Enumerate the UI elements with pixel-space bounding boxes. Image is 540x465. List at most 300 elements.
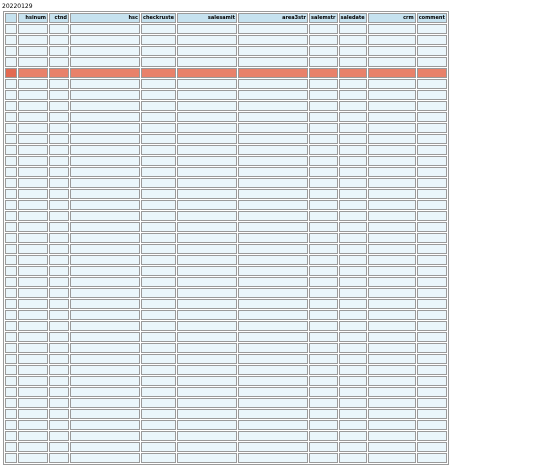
cell-hsc [70,57,140,67]
cell-crm [368,420,416,430]
cell-comment [417,365,447,375]
cell-checkruste [141,321,176,331]
table-row[interactable] [5,156,447,166]
cell-area3str [238,288,308,298]
table-row[interactable] [5,321,447,331]
table-row[interactable] [5,57,447,67]
cell-checkruste [141,299,176,309]
table-row[interactable] [5,376,447,386]
cell-salesamit [177,189,237,199]
cell-area3str [238,431,308,441]
row-number-cell [5,46,17,56]
cell-hsc [70,277,140,287]
column-header-rownum[interactable] [5,13,17,23]
table-row[interactable] [5,266,447,276]
cell-salesamit [177,167,237,177]
cell-salemstr [309,101,338,111]
cell-saledate [339,145,367,155]
cell-salesamit [177,112,237,122]
cell-salesamit [177,354,237,364]
cell-area3str [238,321,308,331]
cell-comment [417,79,447,89]
table-row[interactable] [5,332,447,342]
row-number-cell [5,376,17,386]
cell-ctnd [49,156,69,166]
cell-ctnd [49,310,69,320]
table-row[interactable] [5,222,447,232]
cell-salesamit [177,299,237,309]
cell-crm [368,244,416,254]
cell-checkruste [141,156,176,166]
cell-comment [417,321,447,331]
cell-saledate [339,442,367,452]
cell-salemstr [309,365,338,375]
cell-hsinum [18,211,48,221]
cell-saledate [339,156,367,166]
cell-crm [368,134,416,144]
cell-salemstr [309,321,338,331]
cell-crm [368,266,416,276]
cell-hsinum [18,255,48,265]
column-header-crm[interactable]: crm [368,13,416,23]
cell-saledate [339,211,367,221]
table-row[interactable] [5,178,447,188]
cell-checkruste [141,46,176,56]
table-row[interactable] [5,123,447,133]
row-number-cell [5,200,17,210]
cell-saledate [339,365,367,375]
cell-hsc [70,453,140,463]
cell-hsinum [18,299,48,309]
cell-salesamit [177,178,237,188]
cell-hsc [70,123,140,133]
table-row[interactable] [5,101,447,111]
cell-hsinum [18,266,48,276]
cell-comment [417,277,447,287]
row-number-cell [5,453,17,463]
cell-salemstr [309,211,338,221]
cell-salemstr [309,266,338,276]
cell-comment [417,145,447,155]
cell-hsinum [18,46,48,56]
cell-hsinum [18,442,48,452]
cell-salemstr [309,244,338,254]
cell-comment [417,420,447,430]
cell-saledate [339,24,367,34]
table-row[interactable] [5,244,447,254]
cell-checkruste [141,288,176,298]
cell-saledate [339,134,367,144]
cell-saledate [339,57,367,67]
cell-saledate [339,354,367,364]
cell-salesamit [177,420,237,430]
cell-hsc [70,332,140,342]
cell-area3str [238,332,308,342]
cell-salesamit [177,222,237,232]
table-row[interactable] [5,35,447,45]
cell-crm [368,178,416,188]
cell-hsinum [18,68,48,78]
cell-comment [417,255,447,265]
row-number-cell [5,310,17,320]
cell-hsc [70,178,140,188]
table-row[interactable] [5,24,447,34]
cell-ctnd [49,343,69,353]
cell-area3str [238,145,308,155]
cell-salesamit [177,277,237,287]
cell-salesamit [177,255,237,265]
column-header-area3str[interactable]: area3str [238,13,308,23]
cell-comment [417,343,447,353]
cell-salemstr [309,167,338,177]
row-number-cell [5,288,17,298]
cell-salemstr [309,409,338,419]
table-row[interactable] [5,288,447,298]
row-number-cell [5,332,17,342]
cell-area3str [238,420,308,430]
cell-checkruste [141,178,176,188]
cell-hsinum [18,156,48,166]
cell-salesamit [177,310,237,320]
table-row[interactable] [5,79,447,89]
table-row[interactable] [5,200,447,210]
cell-salemstr [309,387,338,397]
cell-saledate [339,453,367,463]
cell-comment [417,167,447,177]
cell-salesamit [177,365,237,375]
row-number-cell [5,343,17,353]
cell-ctnd [49,376,69,386]
column-header-hsc[interactable]: hsc [70,13,140,23]
cell-salemstr [309,156,338,166]
cell-hsc [70,244,140,254]
cell-salesamit [177,200,237,210]
cell-salemstr [309,123,338,133]
cell-hsinum [18,57,48,67]
cell-hsc [70,189,140,199]
row-number-cell [5,101,17,111]
cell-saledate [339,343,367,353]
cell-comment [417,178,447,188]
cell-hsinum [18,90,48,100]
cell-salesamit [177,57,237,67]
cell-ctnd [49,409,69,419]
cell-ctnd [49,46,69,56]
cell-salesamit [177,35,237,45]
cell-hsc [70,145,140,155]
table-row[interactable] [5,442,447,452]
cell-checkruste [141,277,176,287]
cell-crm [368,376,416,386]
cell-ctnd [49,442,69,452]
cell-crm [368,453,416,463]
cell-ctnd [49,200,69,210]
cell-comment [417,211,447,221]
cell-hsc [70,431,140,441]
cell-checkruste [141,332,176,342]
table-row[interactable] [5,431,447,441]
cell-checkruste [141,211,176,221]
cell-hsinum [18,387,48,397]
row-number-cell [5,189,17,199]
table-row[interactable] [5,354,447,364]
cell-crm [368,332,416,342]
cell-saledate [339,222,367,232]
cell-salesamit [177,90,237,100]
cell-area3str [238,365,308,375]
column-header-checkruste[interactable]: checkruste [143,15,174,21]
cell-ctnd [49,189,69,199]
cell-ctnd [49,453,69,463]
cell-checkruste [141,134,176,144]
table-row[interactable] [5,112,447,122]
column-header-salesamit[interactable]: salesamit [177,13,237,23]
cell-hsc [70,420,140,430]
cell-crm [368,167,416,177]
cell-saledate [339,277,367,287]
cell-checkruste [141,398,176,408]
cell-ctnd [49,255,69,265]
table-row[interactable] [5,145,447,155]
cell-salesamit [177,266,237,276]
cell-comment [417,288,447,298]
cell-salesamit [177,288,237,298]
row-number-cell [5,90,17,100]
cell-area3str [238,57,308,67]
cell-salesamit [177,431,237,441]
cell-salesamit [177,68,237,78]
cell-comment [417,299,447,309]
table-row[interactable] [5,398,447,408]
cell-comment [417,398,447,408]
row-number-cell [5,244,17,254]
cell-salesamit [177,442,237,452]
cell-crm [368,321,416,331]
cell-crm [368,189,416,199]
cell-saledate [339,376,367,386]
cell-ctnd [49,354,69,364]
row-number-cell [5,442,17,452]
cell-checkruste [141,90,176,100]
cell-hsinum [18,145,48,155]
row-number-cell [5,35,17,45]
cell-salemstr [309,354,338,364]
table-row[interactable] [5,453,447,463]
table-row[interactable] [5,277,447,287]
table-row[interactable] [5,255,447,265]
cell-hsinum [18,354,48,364]
row-number-cell [5,112,17,122]
table-row[interactable] [5,167,447,177]
row-number-cell [5,321,17,331]
table-row[interactable] [5,387,447,397]
cell-salemstr [309,134,338,144]
cell-saledate [339,123,367,133]
table-row[interactable] [5,211,447,221]
cell-hsc [70,255,140,265]
cell-ctnd [49,288,69,298]
row-number-cell [5,211,17,221]
cell-hsc [70,299,140,309]
cell-crm [368,101,416,111]
cell-hsinum [18,431,48,441]
cell-saledate [339,387,367,397]
cell-checkruste [141,453,176,463]
cell-salesamit [177,134,237,144]
cell-comment [417,200,447,210]
cell-hsc [70,46,140,56]
cell-checkruste [141,233,176,243]
row-number-cell [5,134,17,144]
cell-checkruste [141,167,176,177]
cell-checkruste [141,189,176,199]
cell-crm [368,354,416,364]
cell-crm [368,255,416,265]
cell-area3str [238,189,308,199]
cell-checkruste [141,57,176,67]
cell-crm [368,57,416,67]
cell-salemstr [309,90,338,100]
cell-hsc [70,310,140,320]
cell-salemstr [309,310,338,320]
cell-saledate [339,167,367,177]
cell-saledate [339,200,367,210]
cell-salemstr [309,343,338,353]
cell-ctnd [49,233,69,243]
cell-saledate [339,255,367,265]
table-row[interactable] [5,343,447,353]
row-number-cell [5,255,17,265]
cell-comment [417,57,447,67]
column-header-comment[interactable]: comment [418,15,445,21]
cell-checkruste [141,266,176,276]
cell-salemstr [309,24,338,34]
cell-area3str [238,244,308,254]
cell-crm [368,200,416,210]
table-row[interactable] [5,299,447,309]
cell-crm [368,387,416,397]
cell-salemstr [309,442,338,452]
cell-ctnd [49,134,69,144]
cell-hsinum [18,167,48,177]
table-row[interactable] [5,420,447,430]
cell-area3str [238,79,308,89]
cell-area3str [238,233,308,243]
row-number-cell [5,420,17,430]
row-number-cell [5,409,17,419]
cell-hsinum [18,277,48,287]
cell-checkruste [141,409,176,419]
cell-hsc [70,112,140,122]
cell-hsc [70,134,140,144]
cell-salemstr [309,68,338,78]
table-row[interactable] [5,189,447,199]
table-row[interactable] [5,46,447,56]
cell-salesamit [177,321,237,331]
data-table [3,11,449,465]
cell-ctnd [49,178,69,188]
cell-crm [368,431,416,441]
cell-crm [368,68,416,78]
row-number-cell [5,79,17,89]
cell-comment [417,310,447,320]
cell-ctnd [49,211,69,221]
table-row[interactable] [5,409,447,419]
cell-area3str [238,387,308,397]
cell-ctnd [49,431,69,441]
cell-ctnd [49,332,69,342]
column-header-salemstr[interactable]: salemstr [311,15,336,21]
row-number-cell [5,156,17,166]
cell-saledate [339,189,367,199]
cell-salesamit [177,46,237,56]
cell-ctnd [49,101,69,111]
cell-hsc [70,387,140,397]
cell-salemstr [309,35,338,45]
column-header-ctnd[interactable]: ctnd [49,13,69,23]
cell-hsinum [18,112,48,122]
row-number-cell [5,123,17,133]
cell-comment [417,134,447,144]
column-header-saledate[interactable]: saledate [340,15,365,21]
cell-ctnd [49,68,69,78]
cell-saledate [339,321,367,331]
cell-salemstr [309,46,338,56]
cell-ctnd [49,398,69,408]
cell-saledate [339,431,367,441]
cell-salemstr [309,79,338,89]
cell-crm [368,442,416,452]
cell-comment [417,222,447,232]
cell-comment [417,376,447,386]
cell-checkruste [141,79,176,89]
cell-ctnd [49,79,69,89]
cell-comment [417,68,447,78]
cell-ctnd [49,145,69,155]
cell-salemstr [309,277,338,287]
cell-hsc [70,101,140,111]
table-row[interactable] [5,134,447,144]
cell-hsinum [18,332,48,342]
row-number-cell [5,277,17,287]
table-row[interactable] [5,233,447,243]
cell-saledate [339,68,367,78]
row-number-cell [5,167,17,177]
cell-checkruste [141,68,176,78]
row-number-cell [5,68,17,78]
table-row[interactable] [5,90,447,100]
cell-area3str [238,255,308,265]
cell-salemstr [309,398,338,408]
cell-area3str [238,442,308,452]
cell-salesamit [177,211,237,221]
cell-salesamit [177,376,237,386]
table-row[interactable] [5,68,447,78]
cell-saledate [339,90,367,100]
cell-area3str [238,123,308,133]
cell-checkruste [141,200,176,210]
cell-salemstr [309,288,338,298]
cell-checkruste [141,365,176,375]
table-row[interactable] [5,310,447,320]
cell-area3str [238,24,308,34]
table-row[interactable] [5,365,447,375]
row-number-cell [5,299,17,309]
cell-hsinum [18,200,48,210]
cell-comment [417,332,447,342]
column-header-hsinum[interactable]: hsinum [18,13,48,23]
cell-ctnd [49,299,69,309]
